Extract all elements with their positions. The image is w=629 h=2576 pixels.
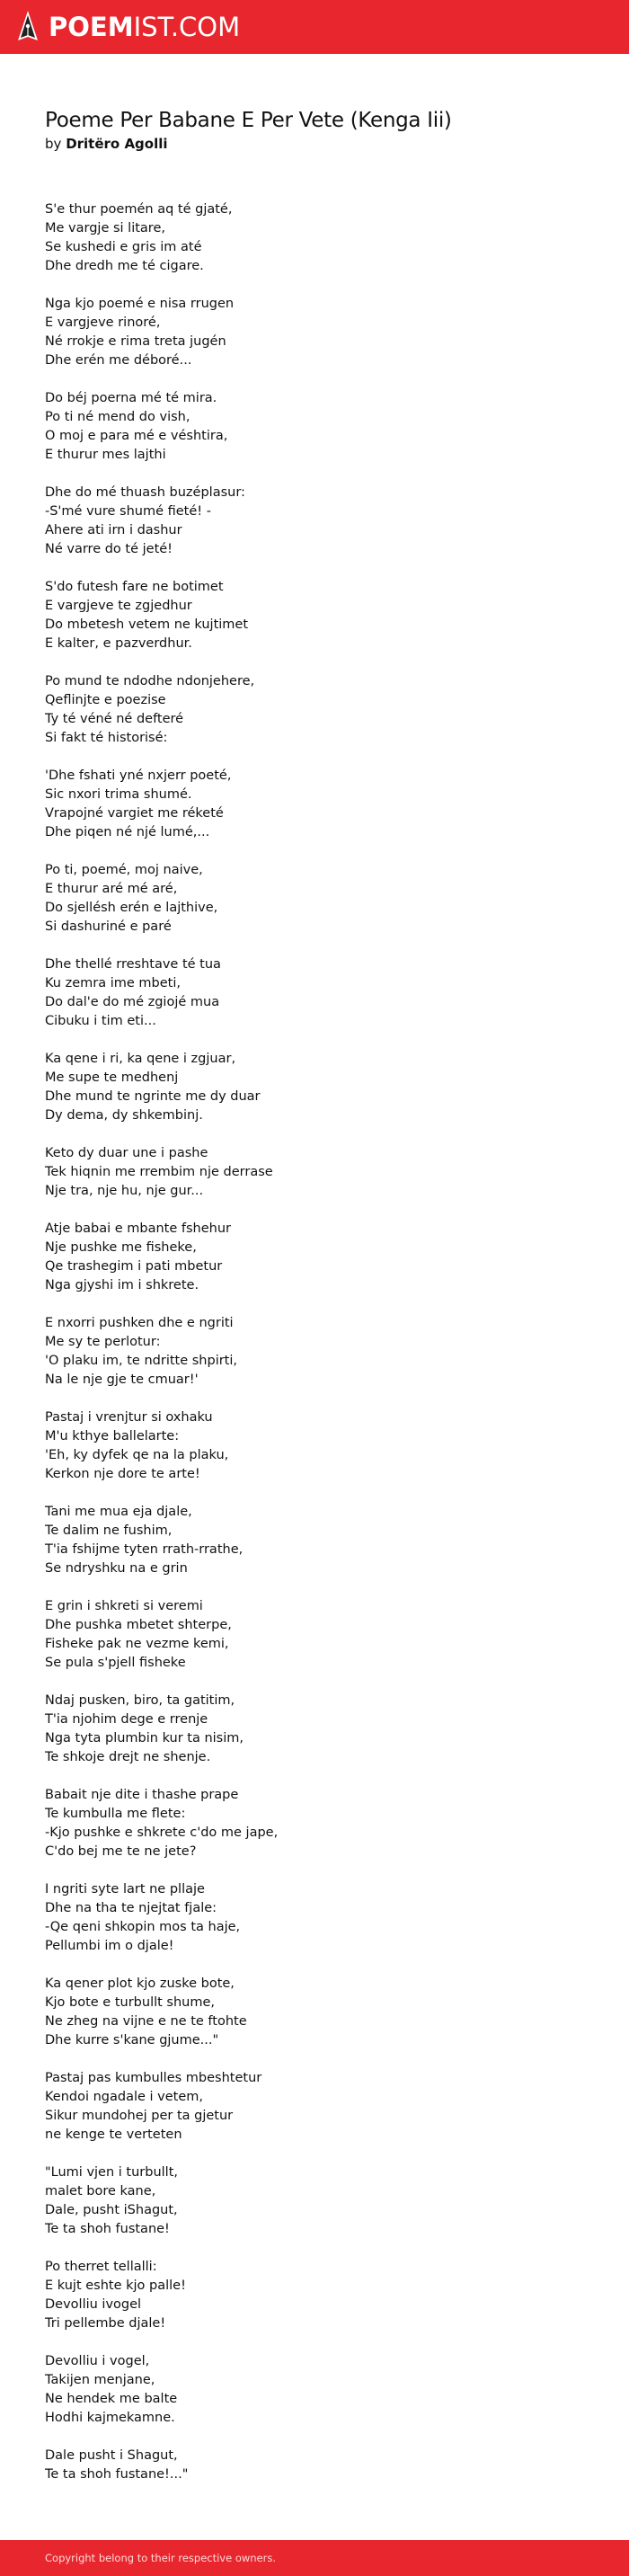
poem-line: Kendoi ngadale i vetem, (45, 2089, 204, 2104)
poem-line: Dhe pushka mbetet shterpe, (45, 1617, 232, 1632)
poem-line: Babait nje dite i thashe prape (45, 1787, 239, 1802)
poem-stanza (45, 672, 629, 748)
poem-stanza (45, 2352, 629, 2428)
poem-line: C'do bej me te ne jete? (45, 1843, 197, 1859)
poem-line: M'u kthye ballelarte: (45, 1428, 180, 1443)
poem-line: Se kushedi e gris im até (45, 239, 202, 254)
poem-stanza (45, 2258, 629, 2333)
poem-stanza (45, 1220, 629, 1295)
poem-line: T'ia njohim dege e rrenje (45, 1711, 208, 1727)
poem-line: Me supe te medhenj (45, 1070, 179, 1085)
poem-stanza (45, 2163, 629, 2239)
logo-light-text: IST.COM (133, 11, 241, 42)
poem-line: Né varre do té jeté! (45, 541, 173, 556)
by-label: by (45, 135, 62, 152)
poem-line: Pastaj i vrenjtur si oxhaku (45, 1409, 213, 1425)
poem-line: Nje tra, nje hu, nje gur... (45, 1183, 204, 1198)
poem-line: E thurur aré mé aré, (45, 881, 178, 896)
poem-line: E kalter, e pazverdhur. (45, 635, 192, 651)
poem-line: Do béj poerna mé té mira. (45, 390, 217, 405)
author-link[interactable]: Dritëro Agolli (66, 135, 168, 152)
poem-line: Te shkoje drejt ne shenje. (45, 1749, 211, 1764)
poem-line: Dhe na tha te njejtat fjale: (45, 1900, 217, 1915)
poem-line: Me vargje si litare, (45, 220, 165, 235)
poem-line: -S'mé vure shumé fieté! - (45, 503, 211, 519)
poem-stanza (45, 2069, 629, 2145)
poem-stanza (45, 1144, 629, 1201)
poem-stanza (45, 1975, 629, 2050)
poem-stanza (45, 1314, 629, 1390)
poem-line: Sic nxori trima shumé. (45, 786, 192, 802)
poem-line: Me sy te perlotur: (45, 1334, 161, 1349)
poem-line: Do mbetesh vetem ne kujtimet (45, 617, 249, 632)
byline (45, 136, 629, 152)
poem-line: Tani me mua eja djale, (45, 1504, 192, 1519)
pen-nib-icon (16, 10, 40, 44)
poem-line: Devolliu i vogel, (45, 2353, 150, 2368)
poem-line: Ku zemra ime mbeti, (45, 975, 181, 990)
poem-stanza (45, 955, 629, 1031)
poem-line: Pellumbi im o djale! (45, 1938, 174, 1953)
poem-line: Po ti né mend do vish, (45, 409, 190, 424)
poem-line: Qeflinjte e poezise (45, 692, 166, 707)
poem-line: Qe trashegim i pati mbetur (45, 1258, 223, 1274)
poem-line: Po ti, poemé, moj naive, (45, 862, 203, 877)
poem-line: Sikur mundohej per ta gjetur (45, 2108, 234, 2123)
poem-line: Dhe do mé thuash buzéplasur: (45, 484, 245, 500)
poem-line: Kerkon nje dore te arte! (45, 1466, 200, 1481)
poem-line: Si dashuriné e paré (45, 919, 172, 934)
poem-line: "Lumi vjen i turbullt, (45, 2164, 178, 2180)
poem-line: E kujt eshte kjo palle! (45, 2278, 186, 2293)
poem-stanza (45, 295, 629, 370)
poem-line: Nga kjo poemé e nisa rrugen (45, 296, 235, 311)
poem-line: 'Dhe fshati yné nxjerr poeté, (45, 768, 232, 783)
poem-stanza (45, 1786, 629, 1861)
poem-body (45, 200, 629, 2484)
poem-line: Dale pusht i Shagut, (45, 2447, 178, 2463)
poem-line: Te kumbulla me flete: (45, 1806, 186, 1821)
poem-line: Dhe erén me déboré... (45, 352, 192, 368)
poem-line: Dhe dredh me té cigare. (45, 258, 204, 273)
poem-line: E vargjeve te zgjedhur (45, 598, 192, 613)
poem-stanza (45, 1692, 629, 1767)
poem-line: Ty té véné né defteré (45, 711, 184, 726)
poem-stanza (45, 578, 629, 653)
poem-line: Se ndryshku na e grin (45, 1560, 188, 1576)
poem-line: Ahere ati irn i dashur (45, 522, 182, 537)
poem-line: Dhe kurre s'kane gjume..." (45, 2032, 219, 2047)
poem-line: Te ta shoh fustane! (45, 2221, 170, 2236)
poem-stanza (45, 1503, 629, 1578)
poem-line: Hodhi kajmekamne. (45, 2410, 175, 2425)
poem-line: Dale, pusht iShagut, (45, 2202, 178, 2217)
poem-line: Po mund te ndodhe ndonjehere, (45, 673, 255, 688)
copyright-text: Copyright belong to their respective owners. (45, 2552, 277, 2564)
poem-line: Pastaj pas kumbulles mbeshtetur (45, 2070, 262, 2085)
poem-stanza (45, 200, 629, 276)
poem-line: Tri pellembe djale! (45, 2315, 166, 2331)
poem-line: Kjo bote e turbullt shume, (45, 1994, 216, 2010)
poem-line: I ngriti syte lart ne pllaje (45, 1881, 205, 1896)
poem-line: S'do futesh fare ne botimet (45, 579, 224, 594)
poem-line: E nxorri pushken dhe e ngriti (45, 1315, 234, 1330)
poem-line: Do sjellésh erén e lajthive, (45, 900, 218, 915)
poem-line: Dhe thellé rreshtave té tua (45, 956, 221, 972)
poem-line: Se pula s'pjell fisheke (45, 1655, 186, 1670)
poem-line: Do dal'e do mé zgiojé mua (45, 994, 220, 1009)
poem-stanza (45, 767, 629, 842)
poem-line: Ka qene i ri, ka qene i zgjuar, (45, 1051, 236, 1066)
poem-line: Cibuku i tim eti... (45, 1013, 156, 1028)
poem-line: Ndaj pusken, biro, ta gatitim, (45, 1692, 235, 1708)
poem-line: E vargjeve rinoré, (45, 315, 161, 330)
poem-line: Atje babai e mbante fshehur (45, 1221, 231, 1236)
poem-line: 'Eh, ky dyfek qe na la plaku, (45, 1447, 229, 1462)
logo-bold-text: POEM (49, 11, 134, 42)
poem-line: Nga tyta plumbin kur ta nisim, (45, 1730, 244, 1745)
poem-line: Ne hendek me balte (45, 2391, 178, 2406)
poem-line: Ka qener plot kjo zuske bote, (45, 1976, 235, 1991)
poem-stanza (45, 389, 629, 465)
poem-line: -Kjo pushke e shkrete c'do me jape, (45, 1825, 279, 1840)
poem-stanza (45, 1050, 629, 1125)
poem-line: Dhe mund te ngrinte me dy duar (45, 1088, 261, 1104)
poem-line: Na le nje gje te cmuar!' (45, 1372, 199, 1387)
poem-stanza (45, 484, 629, 559)
poem-line: Devolliu ivogel (45, 2296, 142, 2312)
poem-line: Si fakt té historisé: (45, 730, 168, 745)
poem-line: Po therret tellalli: (45, 2259, 157, 2274)
poem-line: Takijen menjane, (45, 2372, 155, 2387)
site-footer (0, 2540, 629, 2576)
logo-link[interactable] (16, 10, 240, 44)
poem-line: 'O plaku im, te ndritte shpirti, (45, 1353, 238, 1368)
poem-line: Nga gjyshi im i shkrete. (45, 1277, 199, 1292)
poem-stanza (45, 1597, 629, 1673)
poem-stanza (45, 1880, 629, 1956)
poem-line: S'e thur poemén aq té gjaté, (45, 201, 233, 217)
poem-line: O moj e para mé e véshtira, (45, 428, 228, 443)
site-header (0, 0, 629, 54)
poem-line: Keto dy duar une i pashe (45, 1145, 208, 1160)
poem-line: Fisheke pak ne vezme kemi, (45, 1636, 229, 1651)
poem-line: Dy dema, dy shkembinj. (45, 1107, 203, 1123)
poem-line: -Qe qeni shkopin mos ta haje, (45, 1919, 241, 1934)
poem-stanza (45, 1408, 629, 1484)
poem-line: malet bore kane, (45, 2183, 156, 2198)
poem-line: Dhe piqen né njé lumé,... (45, 824, 210, 839)
poem-line: E thurur mes lajthi (45, 447, 166, 462)
poem-line: Tek hiqnin me rrembim nje derrase (45, 1164, 273, 1179)
poem-title: Poeme Per Babane E Per Vete (Kenga Iii) (45, 109, 452, 132)
poem-line: Te dalim ne fushim, (45, 1523, 173, 1538)
logo-wordmark (49, 11, 241, 42)
poem-line: Ne zheg na vijne e ne te ftohte (45, 2013, 247, 2029)
poem-content (0, 54, 629, 2484)
poem-stanza (45, 2447, 629, 2484)
poem-line: E grin i shkreti si veremi (45, 1598, 203, 1613)
poem-line: Nje pushke me fisheke, (45, 1239, 197, 1255)
poem-stanza (45, 861, 629, 937)
poem-line: Te ta shoh fustane!..." (45, 2466, 189, 2482)
poem-line: Né rrokje e rima treta jugén (45, 333, 226, 349)
poem-line: Vrapojné vargiet me réketé (45, 805, 224, 821)
poem-line: T'ia fshijme tyten rrath-rrathe, (45, 1541, 244, 1557)
poem-line: ne kenge te verteten (45, 2127, 182, 2142)
